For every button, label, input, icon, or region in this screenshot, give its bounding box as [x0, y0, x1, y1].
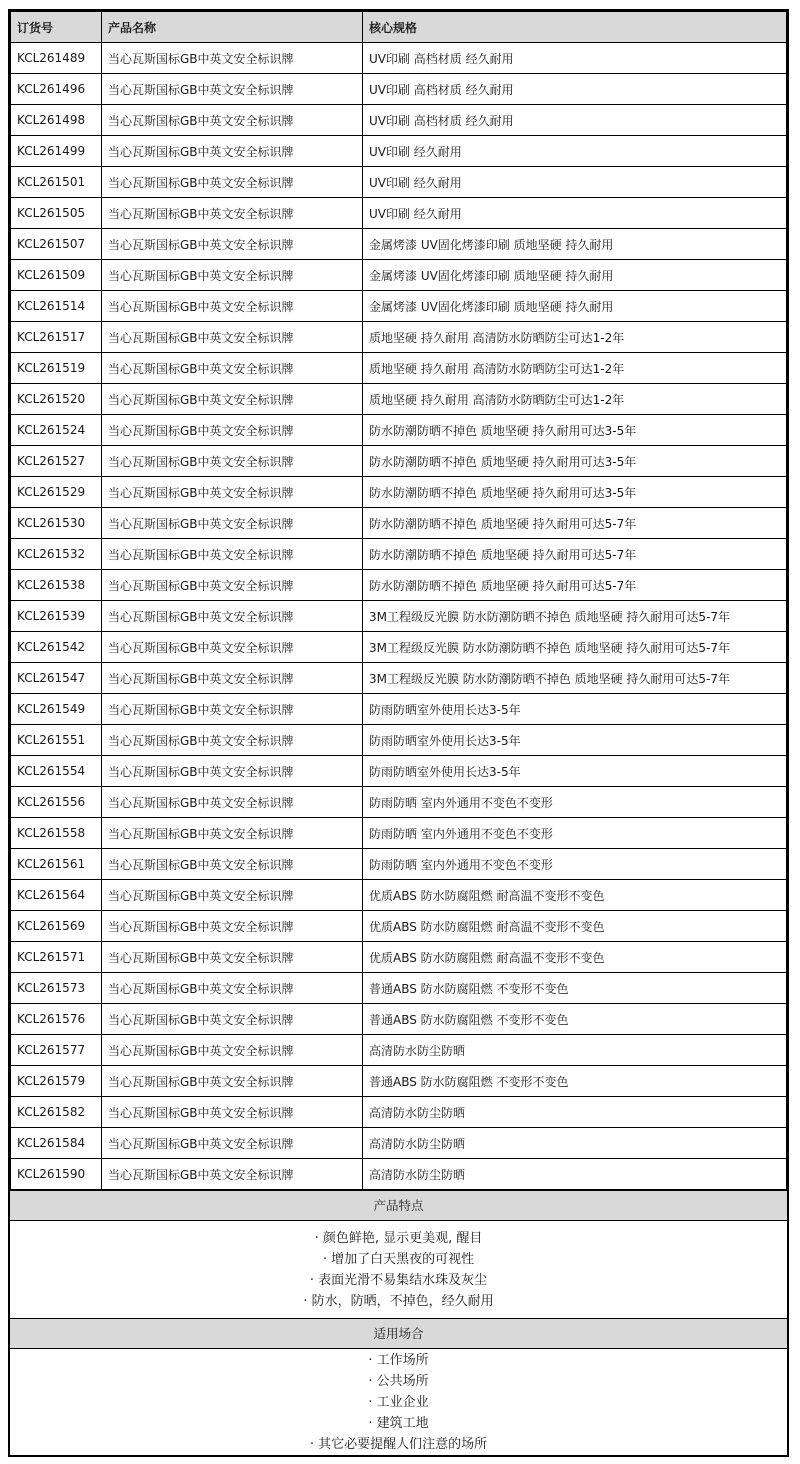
cell-order-no: KCL261551: [11, 725, 102, 756]
cell-product-name: 当心瓦斯国标GB中英文安全标识牌: [102, 911, 363, 942]
cell-order-no: KCL261505: [11, 198, 102, 229]
cell-order-no: KCL261577: [11, 1035, 102, 1066]
cell-product-name: 当心瓦斯国标GB中英文安全标识牌: [102, 632, 363, 663]
cell-product-name: 当心瓦斯国标GB中英文安全标识牌: [102, 1066, 363, 1097]
table-row: [11, 1097, 787, 1128]
feature-item: · 颜色鲜艳, 显示更美观, 醒目: [314, 1230, 483, 1246]
product-table-body: [11, 43, 787, 1190]
cell-core-spec: 金属烤漆 UV固化烤漆印刷 质地坚硬 持久耐用: [363, 229, 787, 260]
cell-order-no: KCL261564: [11, 880, 102, 911]
table-row: [11, 570, 787, 601]
product-table: [10, 11, 787, 1190]
cell-core-spec: 高清防水防尘防晒: [363, 1097, 787, 1128]
cell-product-name: 当心瓦斯国标GB中英文安全标识牌: [102, 1035, 363, 1066]
cell-core-spec: UV印刷 高档材质 经久耐用: [363, 105, 787, 136]
cell-order-no: KCL261514: [11, 291, 102, 322]
cell-core-spec: UV印刷 经久耐用: [363, 136, 787, 167]
table-row: [11, 415, 787, 446]
table-row: [11, 756, 787, 787]
cell-core-spec: 3M工程级反光膜 防水防潮防晒不掉色 质地坚硬 持久耐用可达5-7年: [363, 632, 787, 663]
features-section-header: 产品特点: [10, 1190, 787, 1221]
cell-product-name: 当心瓦斯国标GB中英文安全标识牌: [102, 508, 363, 539]
cell-order-no: KCL261561: [11, 849, 102, 880]
cell-core-spec: UV印刷 高档材质 经久耐用: [363, 43, 787, 74]
cell-order-no: KCL261524: [11, 415, 102, 446]
cell-product-name: 当心瓦斯国标GB中英文安全标识牌: [102, 322, 363, 353]
table-row: [11, 477, 787, 508]
cell-core-spec: 金属烤漆 UV固化烤漆印刷 质地坚硬 持久耐用: [363, 260, 787, 291]
cell-product-name: 当心瓦斯国标GB中英文安全标识牌: [102, 942, 363, 973]
cell-core-spec: 金属烤漆 UV固化烤漆印刷 质地坚硬 持久耐用: [363, 291, 787, 322]
cell-order-no: KCL261519: [11, 353, 102, 384]
features-list: [10, 1221, 787, 1318]
cell-core-spec: 防水防潮防晒不掉色 质地坚硬 持久耐用可达5-7年: [363, 570, 787, 601]
occasions-section-header: 适用场合: [10, 1318, 787, 1349]
table-row: [11, 508, 787, 539]
table-row: [11, 353, 787, 384]
cell-order-no: KCL261520: [11, 384, 102, 415]
cell-core-spec: 高清防水防尘防晒: [363, 1128, 787, 1159]
table-row: [11, 446, 787, 477]
occasions-list: [10, 1349, 787, 1455]
cell-order-no: KCL261501: [11, 167, 102, 198]
cell-product-name: 当心瓦斯国标GB中英文安全标识牌: [102, 818, 363, 849]
cell-core-spec: UV印刷 高档材质 经久耐用: [363, 74, 787, 105]
table-row: [11, 1159, 787, 1190]
table-header-row: [11, 12, 787, 43]
cell-product-name: 当心瓦斯国标GB中英文安全标识牌: [102, 105, 363, 136]
table-row: [11, 911, 787, 942]
cell-core-spec: 普通ABS 防水防腐阻燃 不变形不变色: [363, 1004, 787, 1035]
table-row: [11, 818, 787, 849]
cell-core-spec: 优质ABS 防水防腐阻燃 耐高温不变形不变色: [363, 911, 787, 942]
cell-product-name: 当心瓦斯国标GB中英文安全标识牌: [102, 570, 363, 601]
occasion-item: · 工作场所: [368, 1352, 429, 1368]
table-row: [11, 632, 787, 663]
cell-order-no: KCL261529: [11, 477, 102, 508]
table-row: [11, 663, 787, 694]
cell-order-no: KCL261527: [11, 446, 102, 477]
table-row: [11, 694, 787, 725]
cell-product-name: 当心瓦斯国标GB中英文安全标识牌: [102, 1004, 363, 1035]
cell-core-spec: 防水防潮防晒不掉色 质地坚硬 持久耐用可达3-5年: [363, 415, 787, 446]
col-header-product-name: 产品名称: [102, 12, 363, 43]
feature-item: · 增加了白天黑夜的可视性: [322, 1251, 475, 1267]
cell-order-no: KCL261558: [11, 818, 102, 849]
cell-core-spec: 防水防潮防晒不掉色 质地坚硬 持久耐用可达5-7年: [363, 539, 787, 570]
cell-product-name: 当心瓦斯国标GB中英文安全标识牌: [102, 787, 363, 818]
occasion-item: · 其它必要提醒人们注意的场所: [309, 1436, 488, 1452]
table-row: [11, 198, 787, 229]
cell-order-no: KCL261571: [11, 942, 102, 973]
cell-order-no: KCL261538: [11, 570, 102, 601]
feature-item: · 防水，防晒，不掉色，经久耐用: [303, 1293, 494, 1309]
cell-order-no: KCL261517: [11, 322, 102, 353]
cell-product-name: 当心瓦斯国标GB中英文安全标识牌: [102, 136, 363, 167]
col-header-core-spec: 核心规格: [363, 12, 787, 43]
cell-product-name: 当心瓦斯国标GB中英文安全标识牌: [102, 539, 363, 570]
cell-core-spec: 防雨防晒 室内外通用不变色不变形: [363, 818, 787, 849]
table-row: [11, 291, 787, 322]
occasion-item: · 建筑工地: [368, 1415, 429, 1431]
cell-product-name: 当心瓦斯国标GB中英文安全标识牌: [102, 353, 363, 384]
cell-core-spec: UV印刷 经久耐用: [363, 198, 787, 229]
cell-core-spec: 防雨防晒 室内外通用不变色不变形: [363, 787, 787, 818]
cell-core-spec: 普通ABS 防水防腐阻燃 不变形不变色: [363, 1066, 787, 1097]
cell-order-no: KCL261582: [11, 1097, 102, 1128]
cell-product-name: 当心瓦斯国标GB中英文安全标识牌: [102, 74, 363, 105]
table-row: [11, 43, 787, 74]
cell-order-no: KCL261549: [11, 694, 102, 725]
table-row: [11, 1128, 787, 1159]
table-row: [11, 1066, 787, 1097]
table-row: [11, 539, 787, 570]
table-row: [11, 136, 787, 167]
cell-product-name: 当心瓦斯国标GB中英文安全标识牌: [102, 477, 363, 508]
cell-product-name: 当心瓦斯国标GB中英文安全标识牌: [102, 291, 363, 322]
cell-core-spec: 高清防水防尘防晒: [363, 1035, 787, 1066]
cell-core-spec: 3M工程级反光膜 防水防潮防晒不掉色 质地坚硬 持久耐用可达5-7年: [363, 601, 787, 632]
cell-core-spec: 质地坚硬 持久耐用 高清防水防晒防尘可达1-2年: [363, 353, 787, 384]
cell-product-name: 当心瓦斯国标GB中英文安全标识牌: [102, 849, 363, 880]
table-row: [11, 601, 787, 632]
occasion-item: · 工业企业: [368, 1394, 429, 1410]
table-row: [11, 74, 787, 105]
cell-product-name: 当心瓦斯国标GB中英文安全标识牌: [102, 973, 363, 1004]
cell-product-name: 当心瓦斯国标GB中英文安全标识牌: [102, 229, 363, 260]
cell-product-name: 当心瓦斯国标GB中英文安全标识牌: [102, 694, 363, 725]
table-row: [11, 322, 787, 353]
cell-core-spec: 防雨防晒室外使用长达3-5年: [363, 756, 787, 787]
table-row: [11, 880, 787, 911]
cell-order-no: KCL261573: [11, 973, 102, 1004]
table-row: [11, 849, 787, 880]
cell-core-spec: 质地坚硬 持久耐用 高清防水防晒防尘可达1-2年: [363, 384, 787, 415]
cell-core-spec: UV印刷 经久耐用: [363, 167, 787, 198]
table-row: [11, 1004, 787, 1035]
product-spec-sheet: [8, 9, 789, 1457]
table-row: [11, 229, 787, 260]
cell-core-spec: 3M工程级反光膜 防水防潮防晒不掉色 质地坚硬 持久耐用可达5-7年: [363, 663, 787, 694]
cell-order-no: KCL261509: [11, 260, 102, 291]
table-row: [11, 973, 787, 1004]
table-row: [11, 384, 787, 415]
cell-order-no: KCL261496: [11, 74, 102, 105]
cell-product-name: 当心瓦斯国标GB中英文安全标识牌: [102, 415, 363, 446]
cell-core-spec: 防雨防晒室外使用长达3-5年: [363, 694, 787, 725]
cell-order-no: KCL261507: [11, 229, 102, 260]
cell-core-spec: 防水防潮防晒不掉色 质地坚硬 持久耐用可达5-7年: [363, 508, 787, 539]
table-row: [11, 942, 787, 973]
cell-order-no: KCL261498: [11, 105, 102, 136]
table-row: [11, 725, 787, 756]
table-row: [11, 105, 787, 136]
cell-core-spec: 优质ABS 防水防腐阻燃 耐高温不变形不变色: [363, 942, 787, 973]
cell-product-name: 当心瓦斯国标GB中英文安全标识牌: [102, 725, 363, 756]
cell-order-no: KCL261576: [11, 1004, 102, 1035]
table-row: [11, 787, 787, 818]
cell-product-name: 当心瓦斯国标GB中英文安全标识牌: [102, 1128, 363, 1159]
col-header-order-no: 订货号: [11, 12, 102, 43]
cell-product-name: 当心瓦斯国标GB中英文安全标识牌: [102, 260, 363, 291]
cell-core-spec: 防雨防晒 室内外通用不变色不变形: [363, 849, 787, 880]
cell-order-no: KCL261489: [11, 43, 102, 74]
cell-product-name: 当心瓦斯国标GB中英文安全标识牌: [102, 663, 363, 694]
table-row: [11, 260, 787, 291]
cell-product-name: 当心瓦斯国标GB中英文安全标识牌: [102, 384, 363, 415]
cell-order-no: KCL261590: [11, 1159, 102, 1190]
cell-order-no: KCL261556: [11, 787, 102, 818]
cell-order-no: KCL261530: [11, 508, 102, 539]
cell-product-name: 当心瓦斯国标GB中英文安全标识牌: [102, 446, 363, 477]
cell-product-name: 当心瓦斯国标GB中英文安全标识牌: [102, 880, 363, 911]
cell-order-no: KCL261499: [11, 136, 102, 167]
table-row: [11, 1035, 787, 1066]
cell-product-name: 当心瓦斯国标GB中英文安全标识牌: [102, 1097, 363, 1128]
cell-core-spec: 普通ABS 防水防腐阻燃 不变形不变色: [363, 973, 787, 1004]
cell-product-name: 当心瓦斯国标GB中英文安全标识牌: [102, 167, 363, 198]
cell-product-name: 当心瓦斯国标GB中英文安全标识牌: [102, 1159, 363, 1190]
table-row: [11, 167, 787, 198]
cell-order-no: KCL261579: [11, 1066, 102, 1097]
cell-order-no: KCL261584: [11, 1128, 102, 1159]
occasion-item: · 公共场所: [368, 1373, 429, 1389]
cell-product-name: 当心瓦斯国标GB中英文安全标识牌: [102, 756, 363, 787]
cell-core-spec: 防水防潮防晒不掉色 质地坚硬 持久耐用可达3-5年: [363, 446, 787, 477]
cell-product-name: 当心瓦斯国标GB中英文安全标识牌: [102, 198, 363, 229]
cell-core-spec: 防雨防晒室外使用长达3-5年: [363, 725, 787, 756]
cell-order-no: KCL261539: [11, 601, 102, 632]
cell-core-spec: 优质ABS 防水防腐阻燃 耐高温不变形不变色: [363, 880, 787, 911]
cell-core-spec: 防水防潮防晒不掉色 质地坚硬 持久耐用可达3-5年: [363, 477, 787, 508]
cell-core-spec: 质地坚硬 持久耐用 高清防水防晒防尘可达1-2年: [363, 322, 787, 353]
cell-product-name: 当心瓦斯国标GB中英文安全标识牌: [102, 601, 363, 632]
feature-item: · 表面光滑不易集结水珠及灰尘: [309, 1272, 488, 1288]
cell-order-no: KCL261569: [11, 911, 102, 942]
cell-order-no: KCL261542: [11, 632, 102, 663]
cell-order-no: KCL261547: [11, 663, 102, 694]
cell-core-spec: 高清防水防尘防晒: [363, 1159, 787, 1190]
cell-order-no: KCL261554: [11, 756, 102, 787]
cell-order-no: KCL261532: [11, 539, 102, 570]
cell-product-name: 当心瓦斯国标GB中英文安全标识牌: [102, 43, 363, 74]
